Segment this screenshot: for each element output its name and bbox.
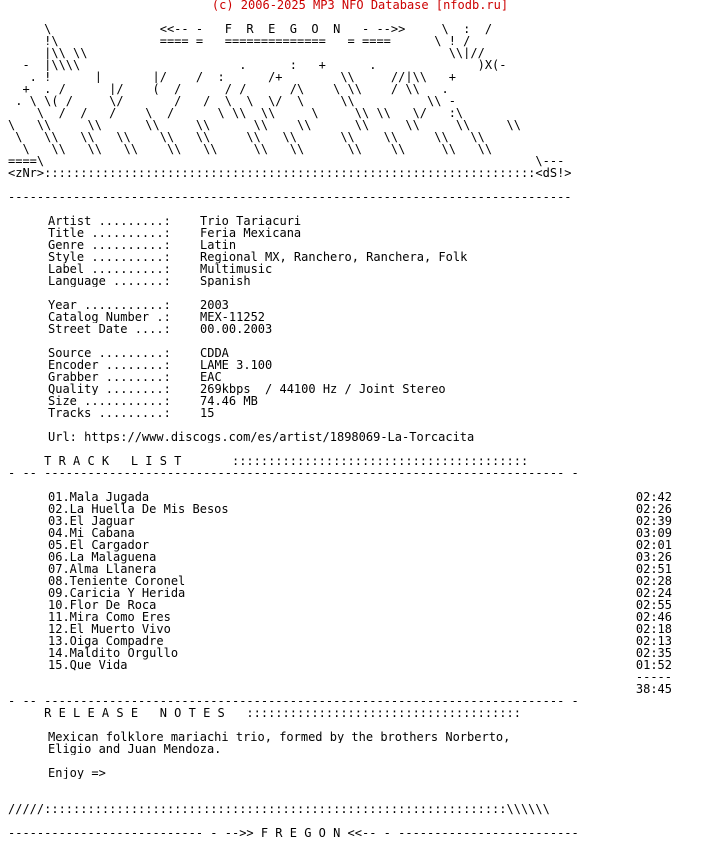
info-label: Style ..........: bbox=[48, 251, 171, 263]
info-row bbox=[8, 251, 720, 263]
logo-line: \ \\ \\ \\ \\ \\ \\ \\ \\ \\ \\ \\ bbox=[8, 131, 485, 143]
release-info bbox=[8, 215, 720, 419]
info-label: Grabber ........: bbox=[48, 371, 171, 383]
logo-line: \___\\_____\\______\\_____\\______\\____\\______\\_____\\_____\\_____\\___ bbox=[8, 119, 543, 131]
info-row bbox=[8, 371, 720, 383]
track-duration: 02:35 bbox=[635, 646, 672, 660]
track-duration: 03:26 bbox=[635, 550, 672, 564]
info-row bbox=[8, 215, 720, 227]
track-list bbox=[8, 491, 720, 671]
logo-line: |\\ \\ \\|// bbox=[8, 47, 485, 59]
track-duration: 02:46 bbox=[635, 610, 672, 624]
info-row bbox=[8, 323, 720, 335]
info-row bbox=[8, 407, 720, 419]
track-title: 11.Mira Como Eres bbox=[48, 610, 171, 624]
total-time-row bbox=[8, 683, 672, 695]
total-rule: ----- bbox=[635, 670, 672, 684]
track-duration: 02:55 bbox=[635, 598, 672, 612]
release-notes-header: R E L E A S E N O T E S :::::::::::::::::::::::::::::::::::::: bbox=[8, 707, 521, 719]
logo-line: _ . !____ |_ _ |/ /_ : /+ _____ \\ _//|\\ + bbox=[8, 71, 456, 83]
track-title: 13.Oiga Compadre bbox=[48, 634, 164, 648]
info-label: Title ..........: bbox=[48, 227, 171, 239]
footer-signature: --------------------------- - -->> F R E G O N <<-- - ------------------------- bbox=[8, 827, 579, 839]
url-line[interactable]: Url: https://www.discogs.com/es/artist/1898069-La-Torcacita bbox=[48, 431, 475, 443]
info-label: Quality ........: bbox=[48, 383, 171, 395]
info-value: Trio Tariacuri bbox=[200, 215, 302, 227]
note-line: Mexican folklore mariachi trio, formed by the brothers Norberto, bbox=[48, 731, 511, 743]
info-row bbox=[8, 359, 720, 371]
logo-line: ___\__/__/ /___ \__/____ \ \\ \\___ \___ \\ \\ \/ :\ ___ bbox=[8, 107, 493, 119]
release-rule: - -- ------------------------------------------------------------------------ - bbox=[8, 695, 579, 707]
info-row bbox=[8, 395, 720, 407]
info-row bbox=[8, 383, 720, 395]
logo-line: . \ \(_/ ____\/_ ____/ /_ \_ \__\/__\ \\ __ __ \\ - bbox=[8, 95, 456, 107]
info-label: Artist .........: bbox=[48, 215, 171, 227]
track-duration: 02:13 bbox=[635, 634, 672, 648]
info-row bbox=[8, 239, 720, 251]
info-row bbox=[8, 287, 720, 299]
info-value: Feria Mexicana bbox=[200, 227, 302, 239]
track-row bbox=[8, 659, 672, 671]
info-row bbox=[8, 227, 720, 239]
track-title: 10.Flor De Roca bbox=[48, 598, 157, 612]
info-value: 15 bbox=[200, 407, 215, 419]
info-value: LAME 3.100 bbox=[200, 359, 273, 371]
info-row bbox=[8, 311, 720, 323]
tracklist-header: T R A C K L I S T ::::::::::::::::::::::::::::::::::::::::: bbox=[8, 455, 529, 467]
info-value: CDDA bbox=[200, 347, 229, 359]
info-label: Label ..........: bbox=[48, 263, 171, 275]
track-title: 06.La Malaguena bbox=[48, 550, 157, 564]
logo-line: - |\\\\______________________.______:___+______.______________)X(- bbox=[8, 59, 507, 71]
footer-underline: ______________________________________________________________________________ bbox=[8, 791, 572, 803]
track-title: 12.El Muerto Vivo bbox=[48, 622, 171, 636]
info-label: Year ...........: bbox=[48, 299, 171, 311]
note-line: Eligio and Juan Mendoza. bbox=[48, 743, 222, 755]
track-duration: 03:09 bbox=[635, 526, 672, 540]
info-label: Size ...........: bbox=[48, 395, 171, 407]
logo-line: ====\____________________________________________________________________\--- bbox=[8, 155, 565, 167]
track-title: 04.Mi Cabana bbox=[48, 526, 135, 540]
track-title: 15.Que Vida bbox=[48, 658, 128, 672]
info-value: 74.46 MB bbox=[200, 395, 258, 407]
info-label: Tracks .........: bbox=[48, 407, 171, 419]
footer-colons: /////::::::::::::::::::::::::::::::::::::::::::::::::::::::::::::::::\\\\\\ bbox=[8, 803, 550, 815]
info-value: 269kbps / 44100 Hz / Joint Stereo bbox=[200, 383, 446, 395]
track-title: 07.Alma Llanera bbox=[48, 562, 157, 576]
nfo-document bbox=[8, 0, 720, 839]
copyright-banner: (c) 2006-2025 MP3 NFO Database [nfodb.ru] bbox=[211, 0, 509, 12]
info-value: Multimusic bbox=[200, 263, 273, 275]
track-title: 01.Mala Jugada bbox=[48, 490, 150, 504]
logo-line: <zNr>::::::::::::::::::::::::::::::::::::::::::::::::::::::::::::::::::::<dS!> bbox=[8, 167, 572, 179]
info-label: Catalog Number .: bbox=[48, 311, 171, 323]
track-title: 09.Caricia Y Herida bbox=[48, 586, 186, 600]
track-duration: 02:01 bbox=[635, 538, 672, 552]
track-duration: 02:24 bbox=[635, 586, 672, 600]
logo-line: \ <<-- - F R E G O N - -->> \ : / bbox=[8, 23, 493, 35]
track-duration: 02:18 bbox=[635, 622, 672, 636]
info-value: 00.00.2003 bbox=[200, 323, 273, 335]
info-value: 2003 bbox=[200, 299, 229, 311]
track-duration: 02:42 bbox=[635, 490, 672, 504]
info-label: Source .........: bbox=[48, 347, 171, 359]
logo-line: !\ _ ==== = ============== = ==== _\ ! /_ bbox=[8, 35, 478, 47]
track-title: 03.El Jaguar bbox=[48, 514, 135, 528]
track-duration: 02:51 bbox=[635, 562, 672, 576]
logo-line: + ._/ ___|/ __( / ___/ /______/\ \ \\ / \\_ . bbox=[8, 83, 449, 95]
track-duration: 02:28 bbox=[635, 574, 672, 588]
info-row bbox=[8, 335, 720, 347]
release-notes bbox=[8, 731, 720, 755]
separator-line: ------------------------------------------------------------------------------ bbox=[8, 191, 572, 203]
track-title: 08.Teniente Coronel bbox=[48, 574, 186, 588]
ascii-logo bbox=[8, 23, 720, 179]
track-title: 05.El Cargador bbox=[48, 538, 150, 552]
track-title: 02.La Huella De Mis Besos bbox=[48, 502, 229, 516]
info-value: Spanish bbox=[200, 275, 251, 287]
info-label: Street Date ....: bbox=[48, 323, 171, 335]
total-rule-row bbox=[8, 671, 672, 683]
info-row bbox=[8, 347, 720, 359]
track-duration: 01:52 bbox=[635, 658, 672, 672]
info-label: Genre ..........: bbox=[48, 239, 171, 251]
info-row bbox=[8, 299, 720, 311]
track-duration: 02:39 bbox=[635, 514, 672, 528]
info-row bbox=[8, 263, 720, 275]
track-title: 14.Maldito Orgullo bbox=[48, 646, 179, 660]
info-row bbox=[8, 275, 720, 287]
info-value: MEX-11252 bbox=[200, 311, 266, 323]
total-time: 38:45 bbox=[635, 682, 672, 696]
logo-line: __\___\\___\\___\\____\\___\\_____\\___\\______\\____\\_____\\___\\_____ bbox=[8, 143, 529, 155]
info-value: Latin bbox=[200, 239, 237, 251]
info-value: EAC bbox=[200, 371, 222, 383]
track-duration: 02:26 bbox=[635, 502, 672, 516]
info-label: Encoder ........: bbox=[48, 359, 171, 371]
info-value: Regional MX, Ranchero, Ranchera, Folk bbox=[200, 251, 468, 263]
info-label: Language .......: bbox=[48, 275, 171, 287]
enjoy-text: Enjoy => bbox=[48, 767, 106, 779]
tracklist-rule: - -- ------------------------------------------------------------------------ - bbox=[8, 467, 579, 479]
